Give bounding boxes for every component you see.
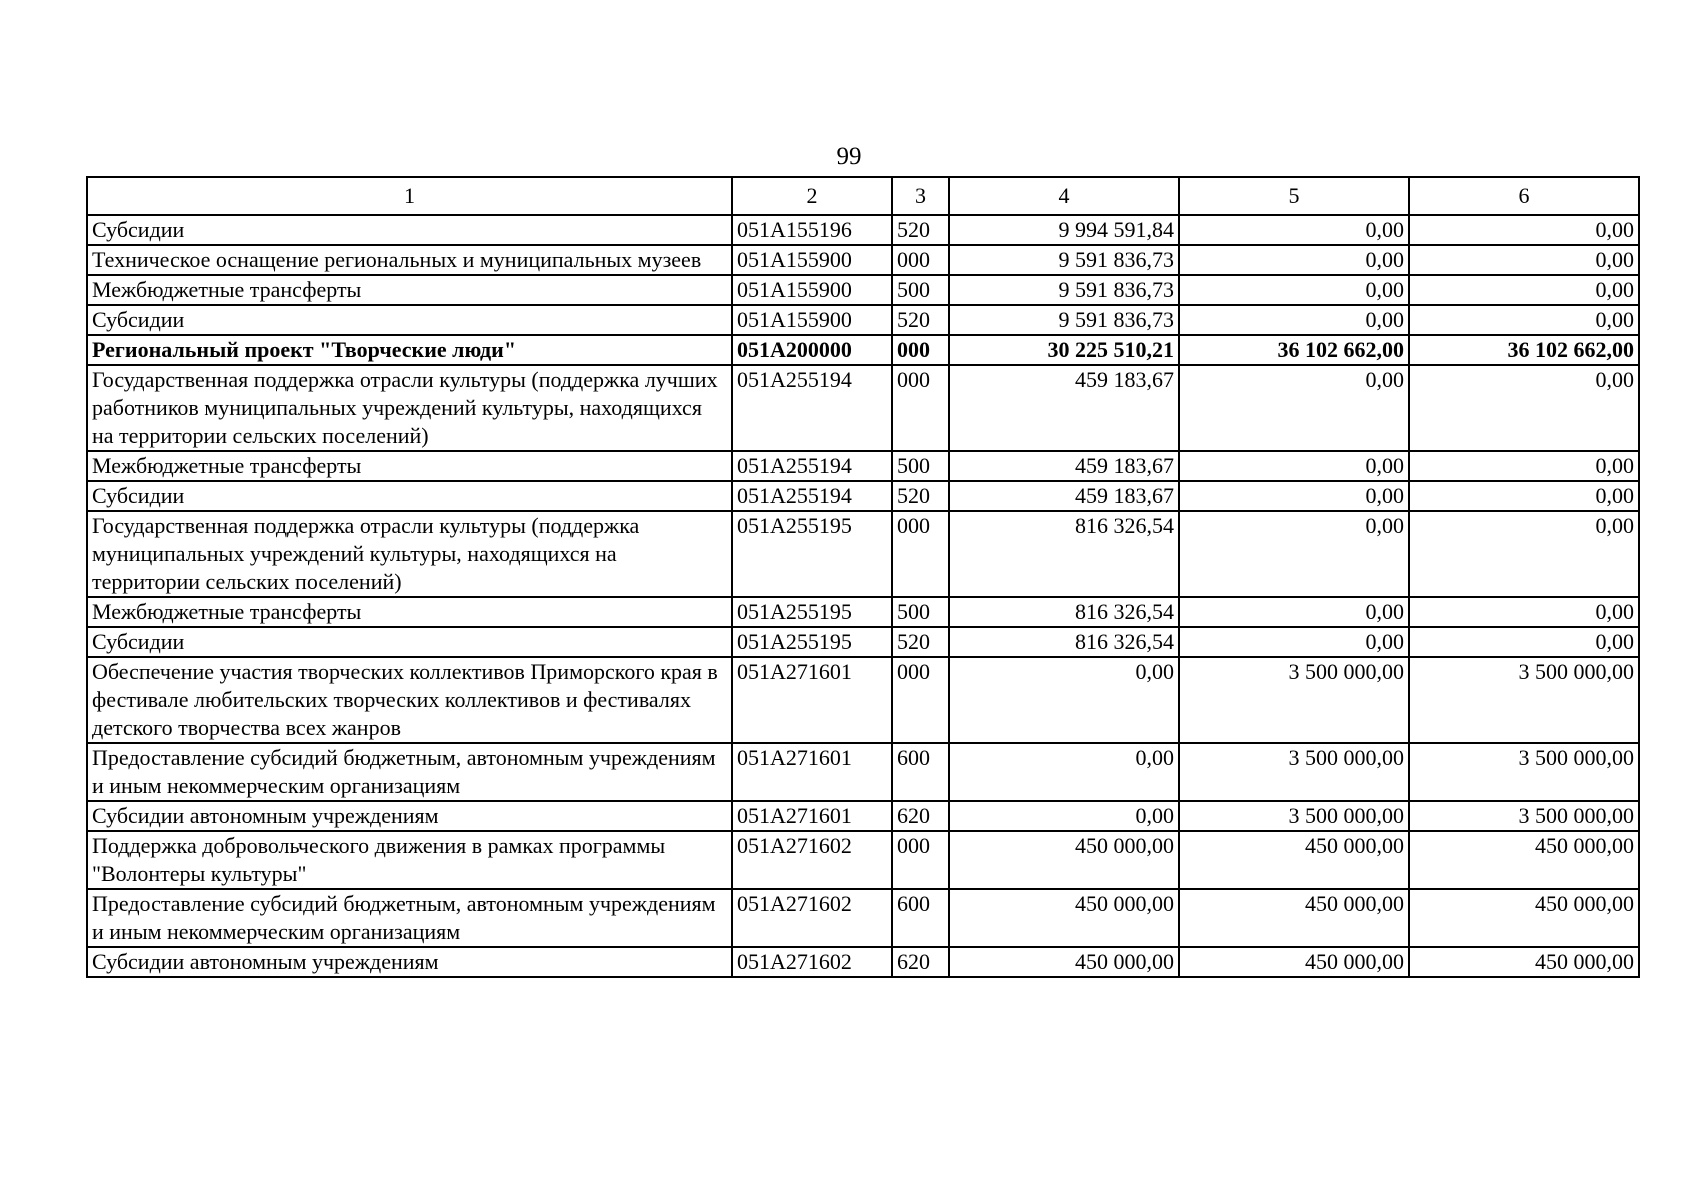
row-code-cell: 051A271602 bbox=[732, 831, 892, 889]
row-value-col5-cell: 3 500 000,00 bbox=[1179, 801, 1409, 831]
row-value-col4-cell: 0,00 bbox=[949, 801, 1179, 831]
row-name-cell: Субсидии bbox=[87, 305, 732, 335]
row-value-col4-cell: 816 326,54 bbox=[949, 511, 1179, 597]
row-value-col5-cell: 0,00 bbox=[1179, 511, 1409, 597]
row-value-col4-cell: 0,00 bbox=[949, 743, 1179, 801]
table-row bbox=[87, 627, 1639, 657]
row-value-col4-cell: 0,00 bbox=[949, 657, 1179, 743]
row-code-cell: 051A255194 bbox=[732, 481, 892, 511]
row-value-col5-cell: 450 000,00 bbox=[1179, 947, 1409, 977]
row-code-cell: 051A255195 bbox=[732, 627, 892, 657]
row-value-col5-cell: 36 102 662,00 bbox=[1179, 335, 1409, 365]
table-row bbox=[87, 947, 1639, 977]
row-name-cell: Региональный проект "Творческие люди" bbox=[87, 335, 732, 365]
table-row bbox=[87, 305, 1639, 335]
row-value-col5-cell: 0,00 bbox=[1179, 451, 1409, 481]
row-name-cell: Государственная поддержка отрасли культуры (поддержка лучших работников муниципальных учреждений культуры, находящихся на территории сельских поселений) bbox=[87, 365, 732, 451]
row-name-cell: Государственная поддержка отрасли культуры (поддержка муниципальных учреждений культуры, находящихся на территории сельских поселений) bbox=[87, 511, 732, 597]
row-type-cell: 600 bbox=[892, 743, 949, 801]
row-name-cell: Обеспечение участия творческих коллективов Приморского края в фестивале любительских творческих коллективов и фестивалях детского творчества всех жанров bbox=[87, 657, 732, 743]
row-value-col5-cell: 0,00 bbox=[1179, 597, 1409, 627]
row-value-col6-cell: 0,00 bbox=[1409, 305, 1639, 335]
row-name-cell: Субсидии автономным учреждениям bbox=[87, 801, 732, 831]
row-value-col4-cell: 459 183,67 bbox=[949, 451, 1179, 481]
column-header-5: 5 bbox=[1179, 177, 1409, 215]
table-row bbox=[87, 801, 1639, 831]
row-value-col5-cell: 3 500 000,00 bbox=[1179, 743, 1409, 801]
row-type-cell: 520 bbox=[892, 627, 949, 657]
row-value-col5-cell: 0,00 bbox=[1179, 275, 1409, 305]
row-value-col5-cell: 0,00 bbox=[1179, 481, 1409, 511]
row-code-cell: 051A155196 bbox=[732, 215, 892, 245]
column-header-3: 3 bbox=[892, 177, 949, 215]
table-row bbox=[87, 335, 1639, 365]
row-value-col6-cell: 450 000,00 bbox=[1409, 831, 1639, 889]
row-type-cell: 000 bbox=[892, 365, 949, 451]
table-row bbox=[87, 657, 1639, 743]
table-header-row bbox=[87, 177, 1639, 215]
row-type-cell: 600 bbox=[892, 889, 949, 947]
row-value-col6-cell: 0,00 bbox=[1409, 245, 1639, 275]
column-header-2: 2 bbox=[732, 177, 892, 215]
row-name-cell: Субсидии bbox=[87, 215, 732, 245]
row-value-col5-cell: 3 500 000,00 bbox=[1179, 657, 1409, 743]
page-number: 99 bbox=[836, 143, 862, 170]
table-row bbox=[87, 245, 1639, 275]
row-type-cell: 620 bbox=[892, 947, 949, 977]
row-type-cell: 520 bbox=[892, 215, 949, 245]
table-row bbox=[87, 597, 1639, 627]
row-code-cell: 051A255195 bbox=[732, 597, 892, 627]
row-value-col4-cell: 30 225 510,21 bbox=[949, 335, 1179, 365]
row-value-col5-cell: 450 000,00 bbox=[1179, 889, 1409, 947]
row-code-cell: 051A271601 bbox=[732, 801, 892, 831]
row-name-cell: Субсидии bbox=[87, 627, 732, 657]
table-row bbox=[87, 275, 1639, 305]
table-row bbox=[87, 889, 1639, 947]
row-value-col6-cell: 0,00 bbox=[1409, 275, 1639, 305]
row-type-cell: 520 bbox=[892, 305, 949, 335]
row-code-cell: 051A255195 bbox=[732, 511, 892, 597]
row-code-cell: 051A155900 bbox=[732, 275, 892, 305]
row-name-cell: Техническое оснащение региональных и муниципальных музеев bbox=[87, 245, 732, 275]
row-value-col6-cell: 0,00 bbox=[1409, 481, 1639, 511]
row-name-cell: Межбюджетные трансферты bbox=[87, 275, 732, 305]
row-value-col4-cell: 816 326,54 bbox=[949, 627, 1179, 657]
table-row bbox=[87, 451, 1639, 481]
row-value-col4-cell: 450 000,00 bbox=[949, 947, 1179, 977]
row-type-cell: 000 bbox=[892, 831, 949, 889]
table-row bbox=[87, 831, 1639, 889]
row-value-col6-cell: 3 500 000,00 bbox=[1409, 743, 1639, 801]
row-value-col4-cell: 9 591 836,73 bbox=[949, 275, 1179, 305]
row-value-col6-cell: 36 102 662,00 bbox=[1409, 335, 1639, 365]
row-value-col6-cell: 450 000,00 bbox=[1409, 889, 1639, 947]
row-value-col4-cell: 450 000,00 bbox=[949, 831, 1179, 889]
row-value-col5-cell: 0,00 bbox=[1179, 305, 1409, 335]
row-name-cell: Субсидии bbox=[87, 481, 732, 511]
row-name-cell: Поддержка добровольческого движения в рамках программы "Волонтеры культуры" bbox=[87, 831, 732, 889]
row-name-cell: Межбюджетные трансферты bbox=[87, 451, 732, 481]
row-value-col5-cell: 0,00 bbox=[1179, 627, 1409, 657]
row-name-cell: Предоставление субсидий бюджетным, автономным учреждениям и иным некоммерческим организациям bbox=[87, 889, 732, 947]
row-value-col4-cell: 459 183,67 bbox=[949, 365, 1179, 451]
row-value-col6-cell: 0,00 bbox=[1409, 627, 1639, 657]
row-value-col4-cell: 9 994 591,84 bbox=[949, 215, 1179, 245]
row-code-cell: 051A271601 bbox=[732, 657, 892, 743]
row-name-cell: Субсидии автономным учреждениям bbox=[87, 947, 732, 977]
column-header-1: 1 bbox=[87, 177, 732, 215]
row-value-col4-cell: 816 326,54 bbox=[949, 597, 1179, 627]
row-value-col6-cell: 0,00 bbox=[1409, 215, 1639, 245]
table-row bbox=[87, 743, 1639, 801]
row-value-col6-cell: 0,00 bbox=[1409, 365, 1639, 451]
row-name-cell: Межбюджетные трансферты bbox=[87, 597, 732, 627]
row-type-cell: 000 bbox=[892, 657, 949, 743]
row-value-col5-cell: 0,00 bbox=[1179, 365, 1409, 451]
row-code-cell: 051A271601 bbox=[732, 743, 892, 801]
row-type-cell: 520 bbox=[892, 481, 949, 511]
row-type-cell: 000 bbox=[892, 245, 949, 275]
column-header-4: 4 bbox=[949, 177, 1179, 215]
row-code-cell: 051A155900 bbox=[732, 245, 892, 275]
row-value-col5-cell: 0,00 bbox=[1179, 215, 1409, 245]
row-code-cell: 051A255194 bbox=[732, 365, 892, 451]
row-value-col4-cell: 459 183,67 bbox=[949, 481, 1179, 511]
row-value-col4-cell: 450 000,00 bbox=[949, 889, 1179, 947]
row-code-cell: 051A271602 bbox=[732, 889, 892, 947]
row-type-cell: 500 bbox=[892, 275, 949, 305]
row-name-cell: Предоставление субсидий бюджетным, автономным учреждениям и иным некоммерческим организациям bbox=[87, 743, 732, 801]
row-type-cell: 000 bbox=[892, 335, 949, 365]
row-code-cell: 051A271602 bbox=[732, 947, 892, 977]
row-value-col6-cell: 0,00 bbox=[1409, 511, 1639, 597]
table-row bbox=[87, 215, 1639, 245]
budget-table bbox=[86, 176, 1640, 978]
row-type-cell: 620 bbox=[892, 801, 949, 831]
row-value-col6-cell: 3 500 000,00 bbox=[1409, 801, 1639, 831]
row-type-cell: 000 bbox=[892, 511, 949, 597]
column-header-6: 6 bbox=[1409, 177, 1639, 215]
row-code-cell: 051A155900 bbox=[732, 305, 892, 335]
row-value-col4-cell: 9 591 836,73 bbox=[949, 305, 1179, 335]
row-value-col6-cell: 0,00 bbox=[1409, 451, 1639, 481]
row-type-cell: 500 bbox=[892, 451, 949, 481]
table-row bbox=[87, 365, 1639, 451]
row-value-col5-cell: 0,00 bbox=[1179, 245, 1409, 275]
row-value-col5-cell: 450 000,00 bbox=[1179, 831, 1409, 889]
row-value-col6-cell: 450 000,00 bbox=[1409, 947, 1639, 977]
row-code-cell: 051A255194 bbox=[732, 451, 892, 481]
table-body bbox=[87, 215, 1639, 977]
row-value-col4-cell: 9 591 836,73 bbox=[949, 245, 1179, 275]
row-code-cell: 051A200000 bbox=[732, 335, 892, 365]
table-row bbox=[87, 481, 1639, 511]
table-row bbox=[87, 511, 1639, 597]
row-type-cell: 500 bbox=[892, 597, 949, 627]
row-value-col6-cell: 3 500 000,00 bbox=[1409, 657, 1639, 743]
row-value-col6-cell: 0,00 bbox=[1409, 597, 1639, 627]
